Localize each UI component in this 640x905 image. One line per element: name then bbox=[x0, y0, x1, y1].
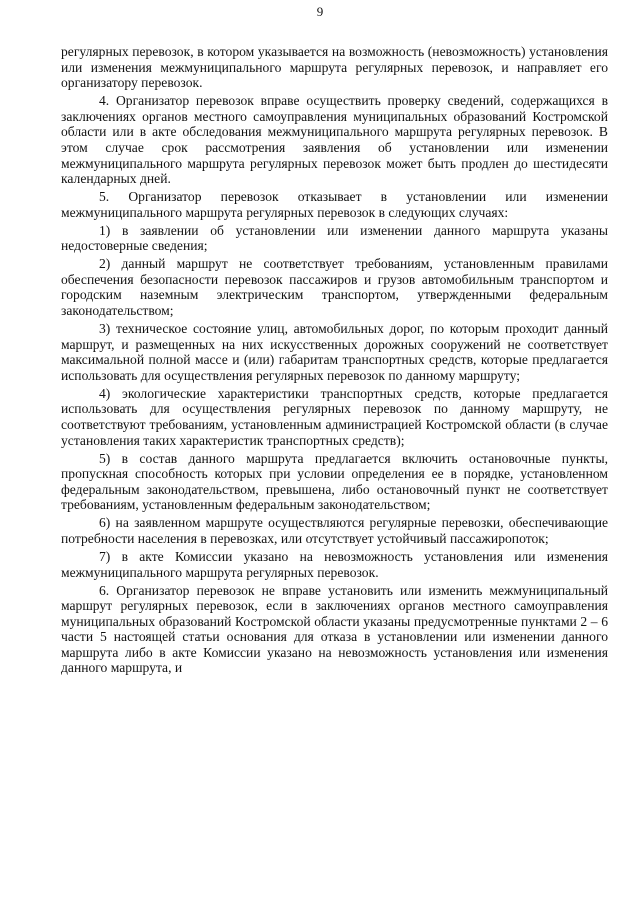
subitem-5-7: 7) в акте Комиссии указано на невозможность установления или изменения межмуниципального маршрута регулярных перевозок. bbox=[61, 548, 608, 580]
paragraph-continuation: регулярных перевозок, в котором указывается на возможность (невозможность) установления или изменения межмуниципального маршрута регулярных перевозок, и направляет его организатору перевозок. bbox=[61, 44, 608, 91]
subitem-5-1: 1) в заявлении об установлении или изменении данного маршрута указаны недостоверные сведения; bbox=[61, 222, 608, 254]
subitem-5-3: 3) техническое состояние улиц, автомобильных дорог, по которым проходит данный маршрут, и размещенных на них искусственных дорожных сооружений не соответствует максимальной полной массе и (или) габаритам транспортных средств, которые предлагается использовать для осуществления регулярных перевозок по данному маршруту; bbox=[61, 321, 608, 383]
subitem-5-6: 6) на заявленном маршруте осуществляются регулярные перевозки, обеспечивающие потребности населения в перевозках, или отсутствует устойчивый пассажиропоток; bbox=[61, 515, 608, 546]
document-body bbox=[61, 44, 608, 678]
paragraph-item-5: 5. Организатор перевозок отказывает в установлении или изменении межмуниципального маршрута регулярных перевозок в следующих случаях: bbox=[61, 189, 608, 220]
paragraph-item-4: 4. Организатор перевозок вправе осуществить проверку сведений, содержащихся в заключениях органов местного самоуправления муниципальных образований Костромской области или в акте обследования межмуниципального маршрута регулярных перевозок. В этом случае срок рассмотрения заявления об установлении или изменении межмуниципального маршрута регулярных перевозок может быть продлен до шестидесяти календарных дней. bbox=[61, 93, 608, 187]
page-number: 9 bbox=[316, 4, 324, 19]
subitem-5-2: 2) данный маршрут не соответствует требованиям, установленным правилами обеспечения безопасности перевозок пассажиров и грузов автомобильным транспортом и городским наземным электрическим транспортом, утвержденными федеральным законодательством; bbox=[61, 256, 608, 319]
subitem-5-4: 4) экологические характеристики транспортных средств, которые предлагается использовать для осуществления регулярных перевозок по данному маршруту, не соответствуют требованиям, установленным администрацией Костромской области (в случае установления таких характеристик транспортных средств); bbox=[61, 385, 608, 448]
subitem-5-5: 5) в состав данного маршрута предлагается включить остановочные пункты, пропускная способность которых при условии определения ее в порядке, установленном федеральным законодательством, превышена, либо остановочный пункт не соответствует требованиям, установленным федеральным законодательством; bbox=[61, 450, 608, 513]
paragraph-item-6: 6. Организатор перевозок не вправе установить или изменить межмуниципальный маршрут регулярных перевозок, если в заключениях органов местного самоуправления муниципальных образований Костромской области указаны предусмотренные пунктами 2 – 6 части 5 настоящей статьи основания для отказа в установлении или изменении данного маршрута либо в акте Комиссии указано на невозможность установления или изменения данного маршрута, и bbox=[61, 582, 608, 676]
